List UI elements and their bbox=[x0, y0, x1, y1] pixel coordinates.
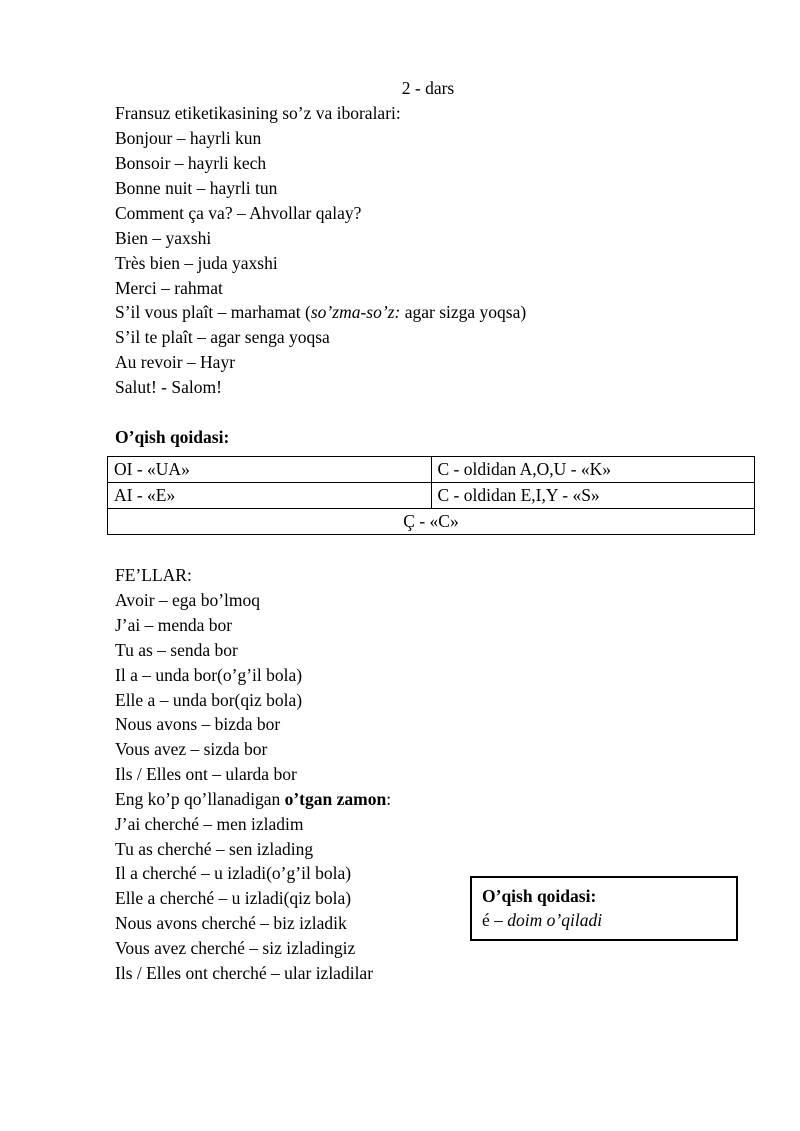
past-tense-intro bbox=[115, 789, 391, 809]
verb-line: Il a – unda bor(o’g’il bola) bbox=[115, 665, 303, 685]
past-verb-line: Tu as cherché – sen izlading bbox=[115, 839, 314, 859]
phrase-line: Comment ça va? – Ahvollar qalay? bbox=[115, 203, 362, 223]
verbs-title: FE’LLAR: bbox=[115, 565, 192, 585]
reading-rule-note-box bbox=[470, 876, 738, 941]
verb-line: Ils / Elles ont – ularda bor bbox=[115, 764, 297, 784]
phrase-line: Bonne nuit – hayrli tun bbox=[115, 178, 278, 198]
table-cell: AI - «E» bbox=[108, 483, 432, 509]
past-intro-end: : bbox=[386, 789, 392, 809]
note-rule-start: é – bbox=[482, 910, 508, 930]
phrase-line: S’il te plaît – agar senga yoqsa bbox=[115, 327, 330, 347]
verb-line: J’ai – menda bor bbox=[115, 615, 233, 635]
past-verb-line: Ils / Elles ont cherché – ular izladilar bbox=[115, 963, 374, 983]
phrase-line: Très bien – juda yaxshi bbox=[115, 253, 278, 273]
phrase-line: Merci – rahmat bbox=[115, 278, 223, 298]
phrase-line: Salut! - Salom! bbox=[115, 377, 222, 397]
intro-text: Fransuz etiketikasining so’z va iboralari: bbox=[115, 103, 401, 123]
phrase-line: Bonjour – hayrli kun bbox=[115, 128, 262, 148]
svp-end: agar sizga yoqsa) bbox=[400, 302, 527, 322]
verb-line: Elle a – unda bor(qiz bola) bbox=[115, 690, 303, 710]
phrase-line-svp bbox=[115, 302, 526, 322]
reading-rules-title: O’qish qoidasi: bbox=[115, 427, 230, 447]
past-intro-bold: o’tgan zamon bbox=[284, 789, 387, 809]
reading-rules-table bbox=[107, 456, 755, 535]
verb-line: Tu as – senda bor bbox=[115, 640, 238, 660]
note-rule-italic: doim o’qiladi bbox=[507, 910, 603, 930]
past-verb-line: Il a cherché – u izladi(o’g’il bola) bbox=[115, 863, 352, 883]
table-cell: C - oldidan E,I,Y - «S» bbox=[431, 483, 755, 509]
verb-line: Avoir – ega bo’lmoq bbox=[115, 590, 260, 610]
table-cell: C - oldidan A,O,U - «K» bbox=[431, 457, 755, 483]
svp-start: S’il vous plaît – marhamat ( bbox=[115, 302, 311, 322]
table-row bbox=[108, 509, 755, 535]
past-verb-line: Nous avons cherché – biz izladik bbox=[115, 913, 347, 933]
note-box-rule bbox=[482, 908, 726, 932]
table-cell: Ç - «C» bbox=[108, 509, 755, 535]
past-verb-line: Vous avez cherché – siz izladingiz bbox=[115, 938, 356, 958]
past-intro-start: Eng ko’p qo’llanadigan bbox=[115, 789, 285, 809]
past-verb-line: J’ai cherché – men izladim bbox=[115, 814, 304, 834]
verb-line: Vous avez – sizda bor bbox=[115, 739, 268, 759]
verb-line: Nous avons – bizda bor bbox=[115, 714, 281, 734]
table-row bbox=[108, 483, 755, 509]
svp-italic: so’zma-so’z: bbox=[310, 302, 401, 322]
table-cell: OI - «UA» bbox=[108, 457, 432, 483]
phrase-line: Bien – yaxshi bbox=[115, 228, 212, 248]
past-verb-line: Elle a cherché – u izladi(qiz bola) bbox=[115, 888, 352, 908]
table-row bbox=[108, 457, 755, 483]
phrase-line: Bonsoir – hayrli kech bbox=[115, 153, 267, 173]
lesson-title: 2 - dars bbox=[401, 78, 455, 98]
phrase-line: Au revoir – Hayr bbox=[115, 352, 236, 372]
note-box-title: O’qish qoidasi: bbox=[482, 886, 597, 906]
